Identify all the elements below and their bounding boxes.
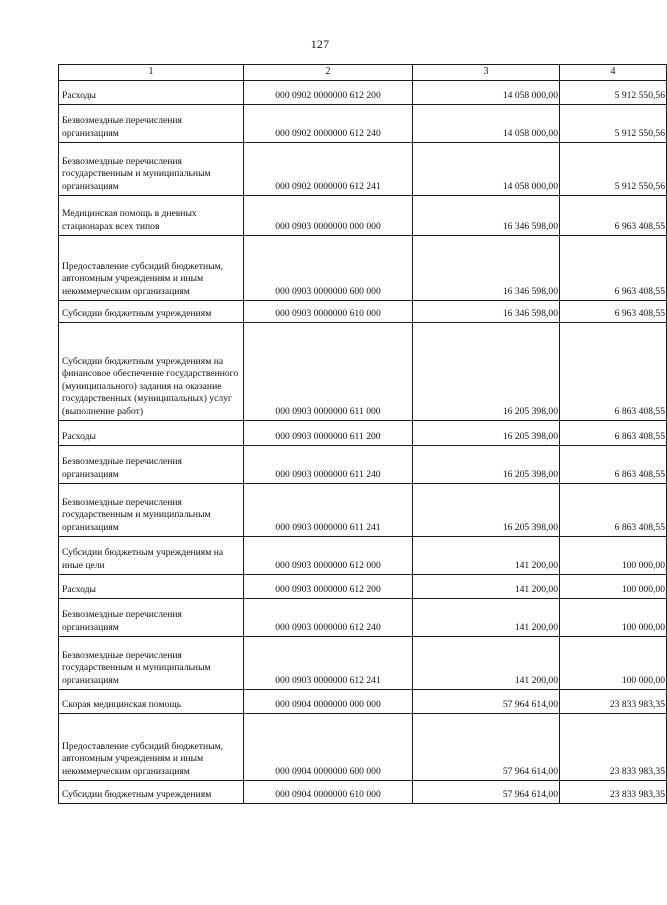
table-row [59, 781, 667, 804]
row-executed-amount: 6 963 408,55 [560, 236, 667, 301]
row-code: 000 0902 0000000 612 240 [244, 105, 413, 143]
row-executed-amount: 6 863 408,55 [560, 421, 667, 446]
row-description: Расходы [59, 81, 244, 105]
row-planned-amount: 57 964 614,00 [413, 690, 560, 714]
header-col-2: 2 [244, 65, 413, 81]
row-description: Предоставление субсидий бюджетным, автономным учреждениям и иным некоммерческим организациям [59, 714, 244, 781]
row-executed-amount: 100 000,00 [560, 637, 667, 690]
row-executed-amount: 6 863 408,55 [560, 484, 667, 537]
row-code: 000 0903 0000000 611 241 [244, 484, 413, 537]
row-code: 000 0903 0000000 612 000 [244, 537, 413, 575]
row-description: Субсидии бюджетным учреждениям [59, 301, 244, 323]
row-code: 000 0904 0000000 610 000 [244, 781, 413, 804]
row-description: Безвозмездные перечисления государственным и муниципальным организациям [59, 637, 244, 690]
table-row [59, 714, 667, 781]
row-planned-amount: 16 205 398,00 [413, 484, 560, 537]
row-description: Предоставление субсидий бюджетным, автономным учреждениям и иным некоммерческим организациям [59, 236, 244, 301]
row-description: Безвозмездные перечисления организациям [59, 105, 244, 143]
row-executed-amount: 6 863 408,55 [560, 323, 667, 421]
row-executed-amount: 23 833 983,35 [560, 781, 667, 804]
table-row [59, 143, 667, 196]
row-description: Субсидии бюджетным учреждениям [59, 781, 244, 804]
row-code: 000 0903 0000000 600 000 [244, 236, 413, 301]
row-description: Медицинская помощь в дневных стационарах всех типов [59, 196, 244, 236]
row-description: Скорая медицинская помощь [59, 690, 244, 714]
header-col-3: 3 [413, 65, 560, 81]
row-description: Безвозмездные перечисления организациям [59, 599, 244, 637]
row-planned-amount: 16 205 398,00 [413, 446, 560, 484]
row-description: Расходы [59, 575, 244, 599]
budget-table [58, 64, 667, 804]
table-row [59, 421, 667, 446]
table-row [59, 105, 667, 143]
row-planned-amount: 141 200,00 [413, 537, 560, 575]
page-number: 127 [310, 37, 330, 51]
row-planned-amount: 57 964 614,00 [413, 781, 560, 804]
table-row [59, 599, 667, 637]
row-code: 000 0902 0000000 612 241 [244, 143, 413, 196]
table-row [59, 323, 667, 421]
row-code: 000 0903 0000000 611 240 [244, 446, 413, 484]
header-col-1: 1 [59, 65, 244, 81]
row-planned-amount: 141 200,00 [413, 637, 560, 690]
row-executed-amount: 23 833 983,35 [560, 690, 667, 714]
row-code: 000 0903 0000000 612 200 [244, 575, 413, 599]
row-executed-amount: 5 912 550,56 [560, 81, 667, 105]
row-planned-amount: 16 346 598,00 [413, 301, 560, 323]
table-row [59, 196, 667, 236]
row-description: Субсидии бюджетным учреждениям на финансовое обеспечение государственного (муниципального) задания на оказание государственных (муниципальных) услуг (выполнение работ) [59, 323, 244, 421]
row-description: Безвозмездные перечисления государственным и муниципальным организациям [59, 143, 244, 196]
row-code: 000 0903 0000000 612 241 [244, 637, 413, 690]
row-planned-amount: 141 200,00 [413, 575, 560, 599]
row-planned-amount: 16 346 598,00 [413, 236, 560, 301]
row-executed-amount: 100 000,00 [560, 575, 667, 599]
row-planned-amount: 14 058 000,00 [413, 143, 560, 196]
row-code: 000 0903 0000000 611 200 [244, 421, 413, 446]
row-description: Безвозмездные перечисления государственным и муниципальным организациям [59, 484, 244, 537]
row-executed-amount: 6 863 408,55 [560, 446, 667, 484]
table-header-row [59, 65, 667, 81]
row-executed-amount: 6 963 408,55 [560, 196, 667, 236]
row-planned-amount: 16 205 398,00 [413, 323, 560, 421]
table-row [59, 484, 667, 537]
table-row [59, 236, 667, 301]
row-code: 000 0903 0000000 610 000 [244, 301, 413, 323]
table-row [59, 301, 667, 323]
row-executed-amount: 23 833 983,35 [560, 714, 667, 781]
row-code: 000 0903 0000000 612 240 [244, 599, 413, 637]
table-row [59, 537, 667, 575]
row-executed-amount: 5 912 550,56 [560, 105, 667, 143]
row-executed-amount: 5 912 550,56 [560, 143, 667, 196]
row-planned-amount: 14 058 000,00 [413, 81, 560, 105]
row-executed-amount: 6 963 408,55 [560, 301, 667, 323]
budget-table-container [58, 64, 665, 804]
row-planned-amount: 141 200,00 [413, 599, 560, 637]
row-planned-amount: 57 964 614,00 [413, 714, 560, 781]
row-code: 000 0904 0000000 600 000 [244, 714, 413, 781]
row-planned-amount: 16 346 598,00 [413, 196, 560, 236]
header-col-4: 4 [560, 65, 667, 81]
row-description: Безвозмездные перечисления организациям [59, 446, 244, 484]
table-row [59, 81, 667, 105]
table-body [59, 81, 667, 804]
row-executed-amount: 100 000,00 [560, 537, 667, 575]
table-row [59, 690, 667, 714]
row-code: 000 0902 0000000 612 200 [244, 81, 413, 105]
table-row [59, 637, 667, 690]
row-planned-amount: 14 058 000,00 [413, 105, 560, 143]
table-row [59, 446, 667, 484]
row-code: 000 0904 0000000 000 000 [244, 690, 413, 714]
row-executed-amount: 100 000,00 [560, 599, 667, 637]
table-row [59, 575, 667, 599]
row-planned-amount: 16 205 398,00 [413, 421, 560, 446]
row-code: 000 0903 0000000 000 000 [244, 196, 413, 236]
row-description: Субсидии бюджетным учреждениям на иные цели [59, 537, 244, 575]
row-description: Расходы [59, 421, 244, 446]
row-code: 000 0903 0000000 611 000 [244, 323, 413, 421]
